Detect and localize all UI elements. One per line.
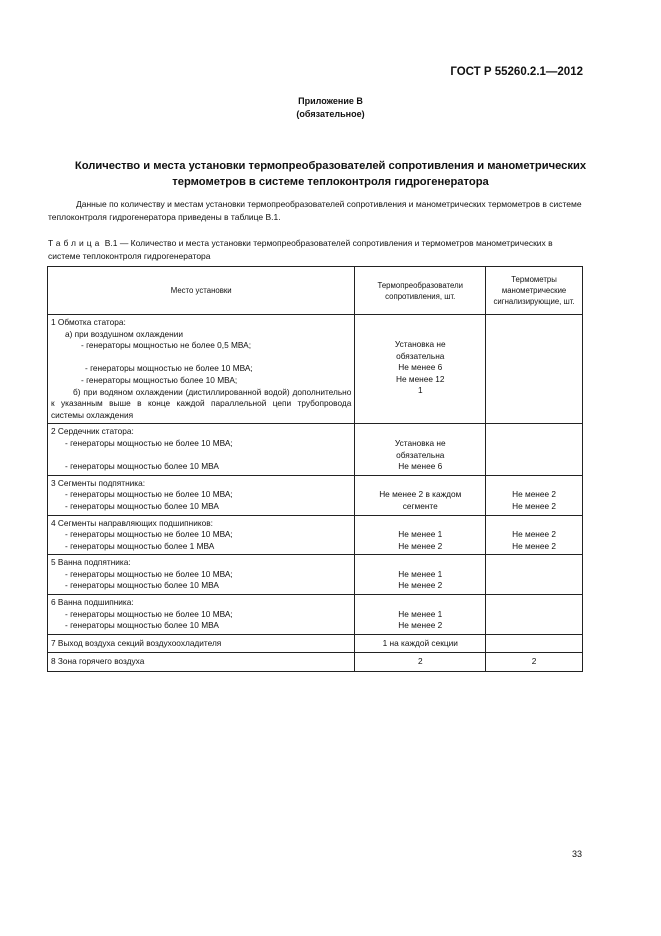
cell-line: - генераторы мощностью более 10 МВА [65,461,219,472]
cell-place [48,555,355,595]
cell-line: Не менее 2 [512,489,557,500]
cell-place [48,653,355,672]
cell-manometric [486,515,583,555]
cell-resistance [355,653,486,672]
cell-line: обязательна [396,350,445,361]
table-caption-text: В.1 — Количество и места установки термопреобразователей сопротивления и термометров манометрических в системе теплоконтроля гидрогенератора [48,238,553,261]
cell-line: сегменте [402,500,438,511]
cell-manometric [486,595,583,635]
cell-resistance [355,515,486,555]
cell-line: Не менее 12 [395,373,445,384]
cell-resistance [355,424,486,475]
cell-line: Не менее 6 [398,461,443,472]
cell-line: 1 [417,385,423,396]
cell-line: Не менее 2 [512,540,557,551]
table-row [48,595,583,635]
cell-place [48,634,355,653]
section-heading-line1: Количество и места установки термопреобразователей сопротивления и манометрических [74,160,587,172]
cell-line: Не менее 6 [398,362,443,373]
cell-line: Не менее 1 [398,529,443,540]
cell-line: - генераторы мощностью более 1 МВА [65,540,215,551]
cell-line: 8 Зона горячего воздуха [51,656,145,667]
cell-line: 1 на каждой секции [382,637,458,648]
cell-line: 2 [417,656,423,667]
table-row [48,555,583,595]
cell-line: 7 Выход воздуха секций воздухоохладителя [51,637,222,648]
cell-manometric [486,475,583,515]
cell-line: 2 Сердечник статора: [51,426,134,437]
table-row [48,634,583,653]
cell-line: - генераторы мощностью не более 10 МВА; [65,437,233,448]
cell-line: 6 Ванна подшипника: [51,597,134,608]
cell-manometric [486,634,583,653]
cell-line: 5 Ванна подпятника: [51,557,131,568]
cell-line: 2 [531,656,537,667]
cell-resistance [355,555,486,595]
cell-line: Не менее 2 [512,500,557,511]
cell-line: б) при водяном охлаждении (дистиллированной водой) дополнительно к указанным выше в конце каждой параллельной цепи трубопровода системы охлаждения [51,386,352,420]
cell-place [48,595,355,635]
cell-line: - генераторы мощностью более 10 МВА [65,620,219,631]
cell-line: - генераторы мощностью более 10 МВА [65,580,219,591]
cell-line: - генераторы мощностью более 10 МВА [65,500,219,511]
cell-line: 1 Обмотка статора: [51,317,126,327]
cell-line: Не менее 2 [398,620,443,631]
cell-line: обязательна [396,449,445,460]
cell-manometric [486,315,583,424]
cell-line: - генераторы мощностью не более 10 МВА; [65,568,233,579]
table-row [48,653,583,672]
cell-place [48,515,355,555]
cell-line: - генераторы мощностью более 10 МВА; [81,374,238,385]
cell-resistance [355,595,486,635]
table-header-row [48,267,583,315]
header-manometric: Термометры манометрические сигнализирующие, шт. [486,267,583,315]
cell-line: Установка не [394,339,446,349]
cell-line: Установка не [394,437,446,448]
cell-line: - генераторы мощностью не более 10 МВА; [65,489,233,500]
cell-line: Не менее 1 [398,608,443,619]
cell-resistance [355,315,486,424]
standard-number: ГОСТ Р 55260.2.1—2012 [450,66,583,78]
cell-line: Не менее 1 [398,568,443,579]
header-place: Место установки [48,267,355,315]
table-row [48,315,583,424]
appendix-status: (обязательное) [296,109,365,119]
cell-place [48,315,355,424]
appendix-title: Приложение В [298,96,363,106]
cell-line: - генераторы мощностью не более 0,5 МВА; [81,340,252,351]
cell-place [48,424,355,475]
cell-manometric [486,555,583,595]
cell-line: - генераторы мощностью не более 10 МВА; [65,529,233,540]
cell-manometric [486,653,583,672]
table-row [48,515,583,555]
cell-line: а) при воздушном охлаждении [65,328,184,339]
table-caption-word: Таблица [48,238,103,248]
page-number: 33 [571,849,582,859]
installation-table [47,266,583,672]
cell-line: 3 Сегменты подпятника: [51,477,146,488]
cell-line: Не менее 2 [398,580,443,591]
table-row [48,424,583,475]
header-resistance: Термопреобразователи сопротивления, шт. [355,267,486,315]
cell-line: Не менее 2 [512,529,557,540]
cell-line: 4 Сегменты направляющих подшипников: [51,517,213,528]
cell-resistance [355,634,486,653]
table-caption [48,237,584,263]
section-heading-line2: термометров в системе теплоконтроля гидрогенератора [172,176,489,188]
table-row [48,475,583,515]
cell-line: Не менее 2 [398,540,443,551]
cell-resistance [355,475,486,515]
cell-line: - генераторы мощностью не более 10 МВА; [85,363,253,374]
cell-manometric [486,424,583,475]
intro-paragraph: Данные по количеству и местам установки термопреобразователей сопротивления и манометрических термометров в системе теплоконтроля гидрогенератора приведены в таблице В.1. [48,199,582,222]
cell-place [48,475,355,515]
cell-line: Не менее 2 в каждом [379,489,462,500]
cell-line: - генераторы мощностью не более 10 МВА; [65,608,233,619]
section-heading [55,158,606,190]
